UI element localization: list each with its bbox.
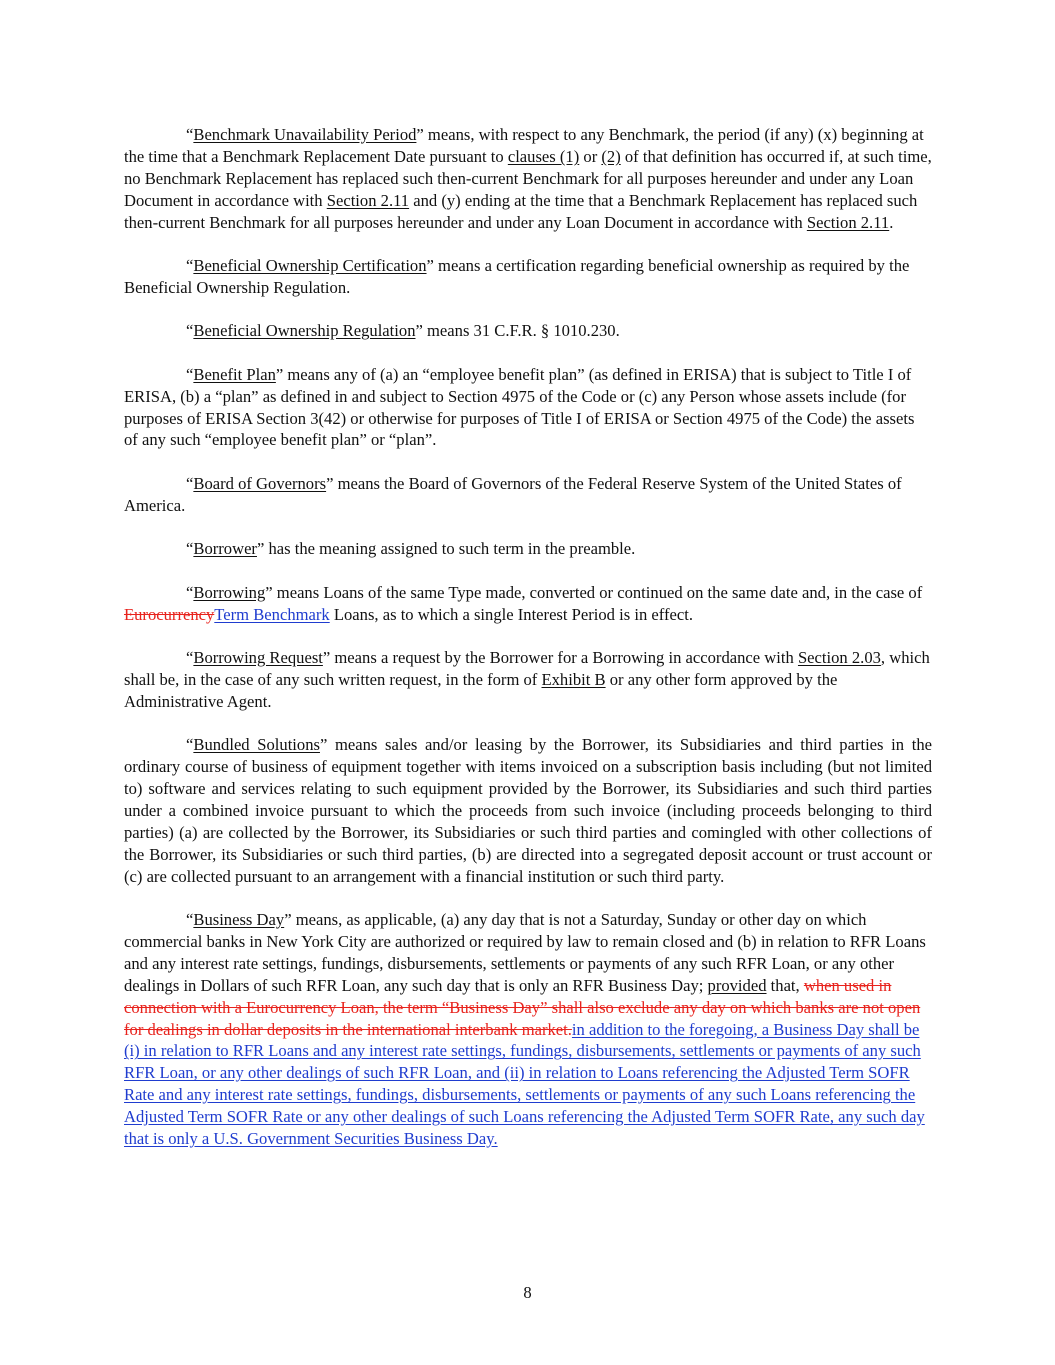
body-text: ” means 31 C.F.R. § 1010.230. xyxy=(415,321,620,341)
defined-term: Borrower xyxy=(193,539,257,559)
defined-term: Section 2.11 xyxy=(326,190,410,210)
inserted-text: Term Benchmark xyxy=(214,604,330,624)
body-text: of that definition has occurred if, at such time, no Benchmark Replacement has replaced such then-current Benchmark for all purposes hereunder and under any Loan Document in accordance with xyxy=(124,146,932,210)
defined-term: clauses (1) xyxy=(507,146,580,166)
defined-term: Beneficial Ownership Regulation xyxy=(193,321,416,341)
defined-term: Section 2.03 xyxy=(797,647,881,667)
body-text: or xyxy=(579,146,602,166)
body-text: “ xyxy=(186,735,194,755)
body-text: that, xyxy=(766,975,804,995)
body-text: and (y) ending at the time that a Benchmark Replacement has replaced such then-current Benchmark for all purposes hereunder and under any Loan Document in accordance with xyxy=(124,190,918,232)
definition-board-of-governors xyxy=(124,473,932,517)
body-text: Loans, as to which a single Interest Period is in effect. xyxy=(329,604,693,624)
deleted-text: when used in connection with a Eurocurrency Loan, the term “Business Day” shall also exclude any day on which banks are not open for dealings in dollar deposits in the international interbank market. xyxy=(124,975,921,1039)
defined-term: Borrowing Request xyxy=(193,647,323,667)
defined-term: provided xyxy=(707,975,767,995)
definition-borrower xyxy=(124,538,932,560)
defined-term: Beneficial Ownership Certification xyxy=(193,256,427,276)
body-text: ” means Loans of the same Type made, converted or continued on the same date and, in the case of xyxy=(265,582,923,602)
body-text: “ xyxy=(186,539,194,559)
defined-term: Bundled Solutions xyxy=(193,735,320,755)
defined-term: Borrowing xyxy=(193,582,266,602)
body-text: ” means any of (a) an “employee benefit plan” (as defined in ERISA) that is subject to Title I of ERISA, (b) a “plan” as defined in and subject to Section 4975 of the Code or (c) any Person whose assets include (for purposes of ERISA Section 3(42) or otherwise for purposes of Title I of ERISA or Section 4975 of the Code) the assets of any such “employee benefit plan” or “plan”. xyxy=(124,364,915,450)
defined-term: Section 2.11 xyxy=(806,212,890,232)
body-text: ” has the meaning assigned to such term in the preamble. xyxy=(256,539,636,559)
page-number: 8 xyxy=(523,1283,532,1302)
defined-term: Benefit Plan xyxy=(193,364,276,384)
body-text: “ xyxy=(186,582,194,602)
definition-borrowing xyxy=(124,582,932,626)
body-text: ” means a certification regarding beneficial ownership as required by the Beneficial Ownership Regulation. xyxy=(124,256,910,297)
definition-business-day xyxy=(124,909,932,1150)
defined-term: Board of Governors xyxy=(193,473,327,493)
body-text: “ xyxy=(186,125,194,144)
definition-bundled-solutions xyxy=(124,734,932,887)
defined-term: Business Day xyxy=(193,909,285,929)
body-text: ” means, as applicable, (a) any day that is not a Saturday, Sunday or other day on which commercial banks in New York City are authorized or required by law to remain closed and (b) in relation to RFR Loans and any interest rate settings, fundings, disbursements, settlements or payments of any such RFR Loan, or any other dealings in Dollars of such RFR Loan, any such day that is only an RFR Business Day; xyxy=(124,909,926,995)
body-text: ” means sales and/or leasing by the Borrower, its Subsidiaries and third parties in the ordinary course of business of equipment together with items invoiced on a subscription basis including (but not limited to) software and services relating to such equipment provided by the Borrower, its Subsidiaries and such third parties under a combined invoice pursuant to which the proceeds from such invoice (including proceeds belonging to third parties) (a) are collected by the Borrower, its Subsidiaries or such third parties and comingled with other collections of the Borrower, its Subsidiaries or such third parties, (b) are directed into a segregated deposit account or trust account or (c) are collected pursuant to an arrangement with a financial institution or such third party. xyxy=(124,735,932,886)
body-text: “ xyxy=(186,364,194,384)
body-text: ” means the Board of Governors of the Federal Reserve System of the United States of America. xyxy=(124,473,902,515)
definition-beneficial-ownership-regulation xyxy=(124,320,932,342)
inserted-text: in addition to the foregoing, a Business Day shall be (i) in relation to RFR Loans and any interest rate settings, fundings, disbursements, settlements or payments of any such RFR Loan, or any other dealings of such RFR Loan, and (ii) in relation to Loans referencing the Adjusted Term SOFR Rate and any interest rate settings, fundings, disbursements, settlements or payments of any such Loans referencing the Adjusted Term SOFR Rate or any other dealings of such Loans referencing the Adjusted Term SOFR Rate, any such day that is only a U.S. Government Securities Business Day. xyxy=(124,1019,925,1149)
body-text: ” means a request by the Borrower for a Borrowing in accordance with xyxy=(322,647,798,667)
body-text: “ xyxy=(186,256,194,276)
definition-benchmark-unavailability-period xyxy=(124,124,932,234)
defined-term: (2) xyxy=(601,146,621,166)
body-text: “ xyxy=(186,321,194,341)
document-body xyxy=(124,124,932,1171)
definition-borrowing-request xyxy=(124,647,932,713)
defined-term: Benchmark Unavailability Period xyxy=(193,125,417,144)
body-text: , which shall be, in the case of any such written request, in the form of xyxy=(124,647,930,689)
body-text: or any other form approved by the Administrative Agent. xyxy=(124,669,838,711)
body-text: “ xyxy=(186,473,194,493)
body-text: “ xyxy=(186,909,194,929)
body-text: “ xyxy=(186,647,194,667)
defined-term: Exhibit B xyxy=(541,669,606,689)
definition-benefit-plan xyxy=(124,364,932,452)
body-text: ” means, with respect to any Benchmark, the period (if any) (x) beginning at the time that a Benchmark Replacement Date pursuant to xyxy=(124,125,924,166)
definition-beneficial-ownership-certification xyxy=(124,255,932,299)
body-text: . xyxy=(889,212,894,232)
deleted-text: Eurocurrency xyxy=(124,604,215,624)
